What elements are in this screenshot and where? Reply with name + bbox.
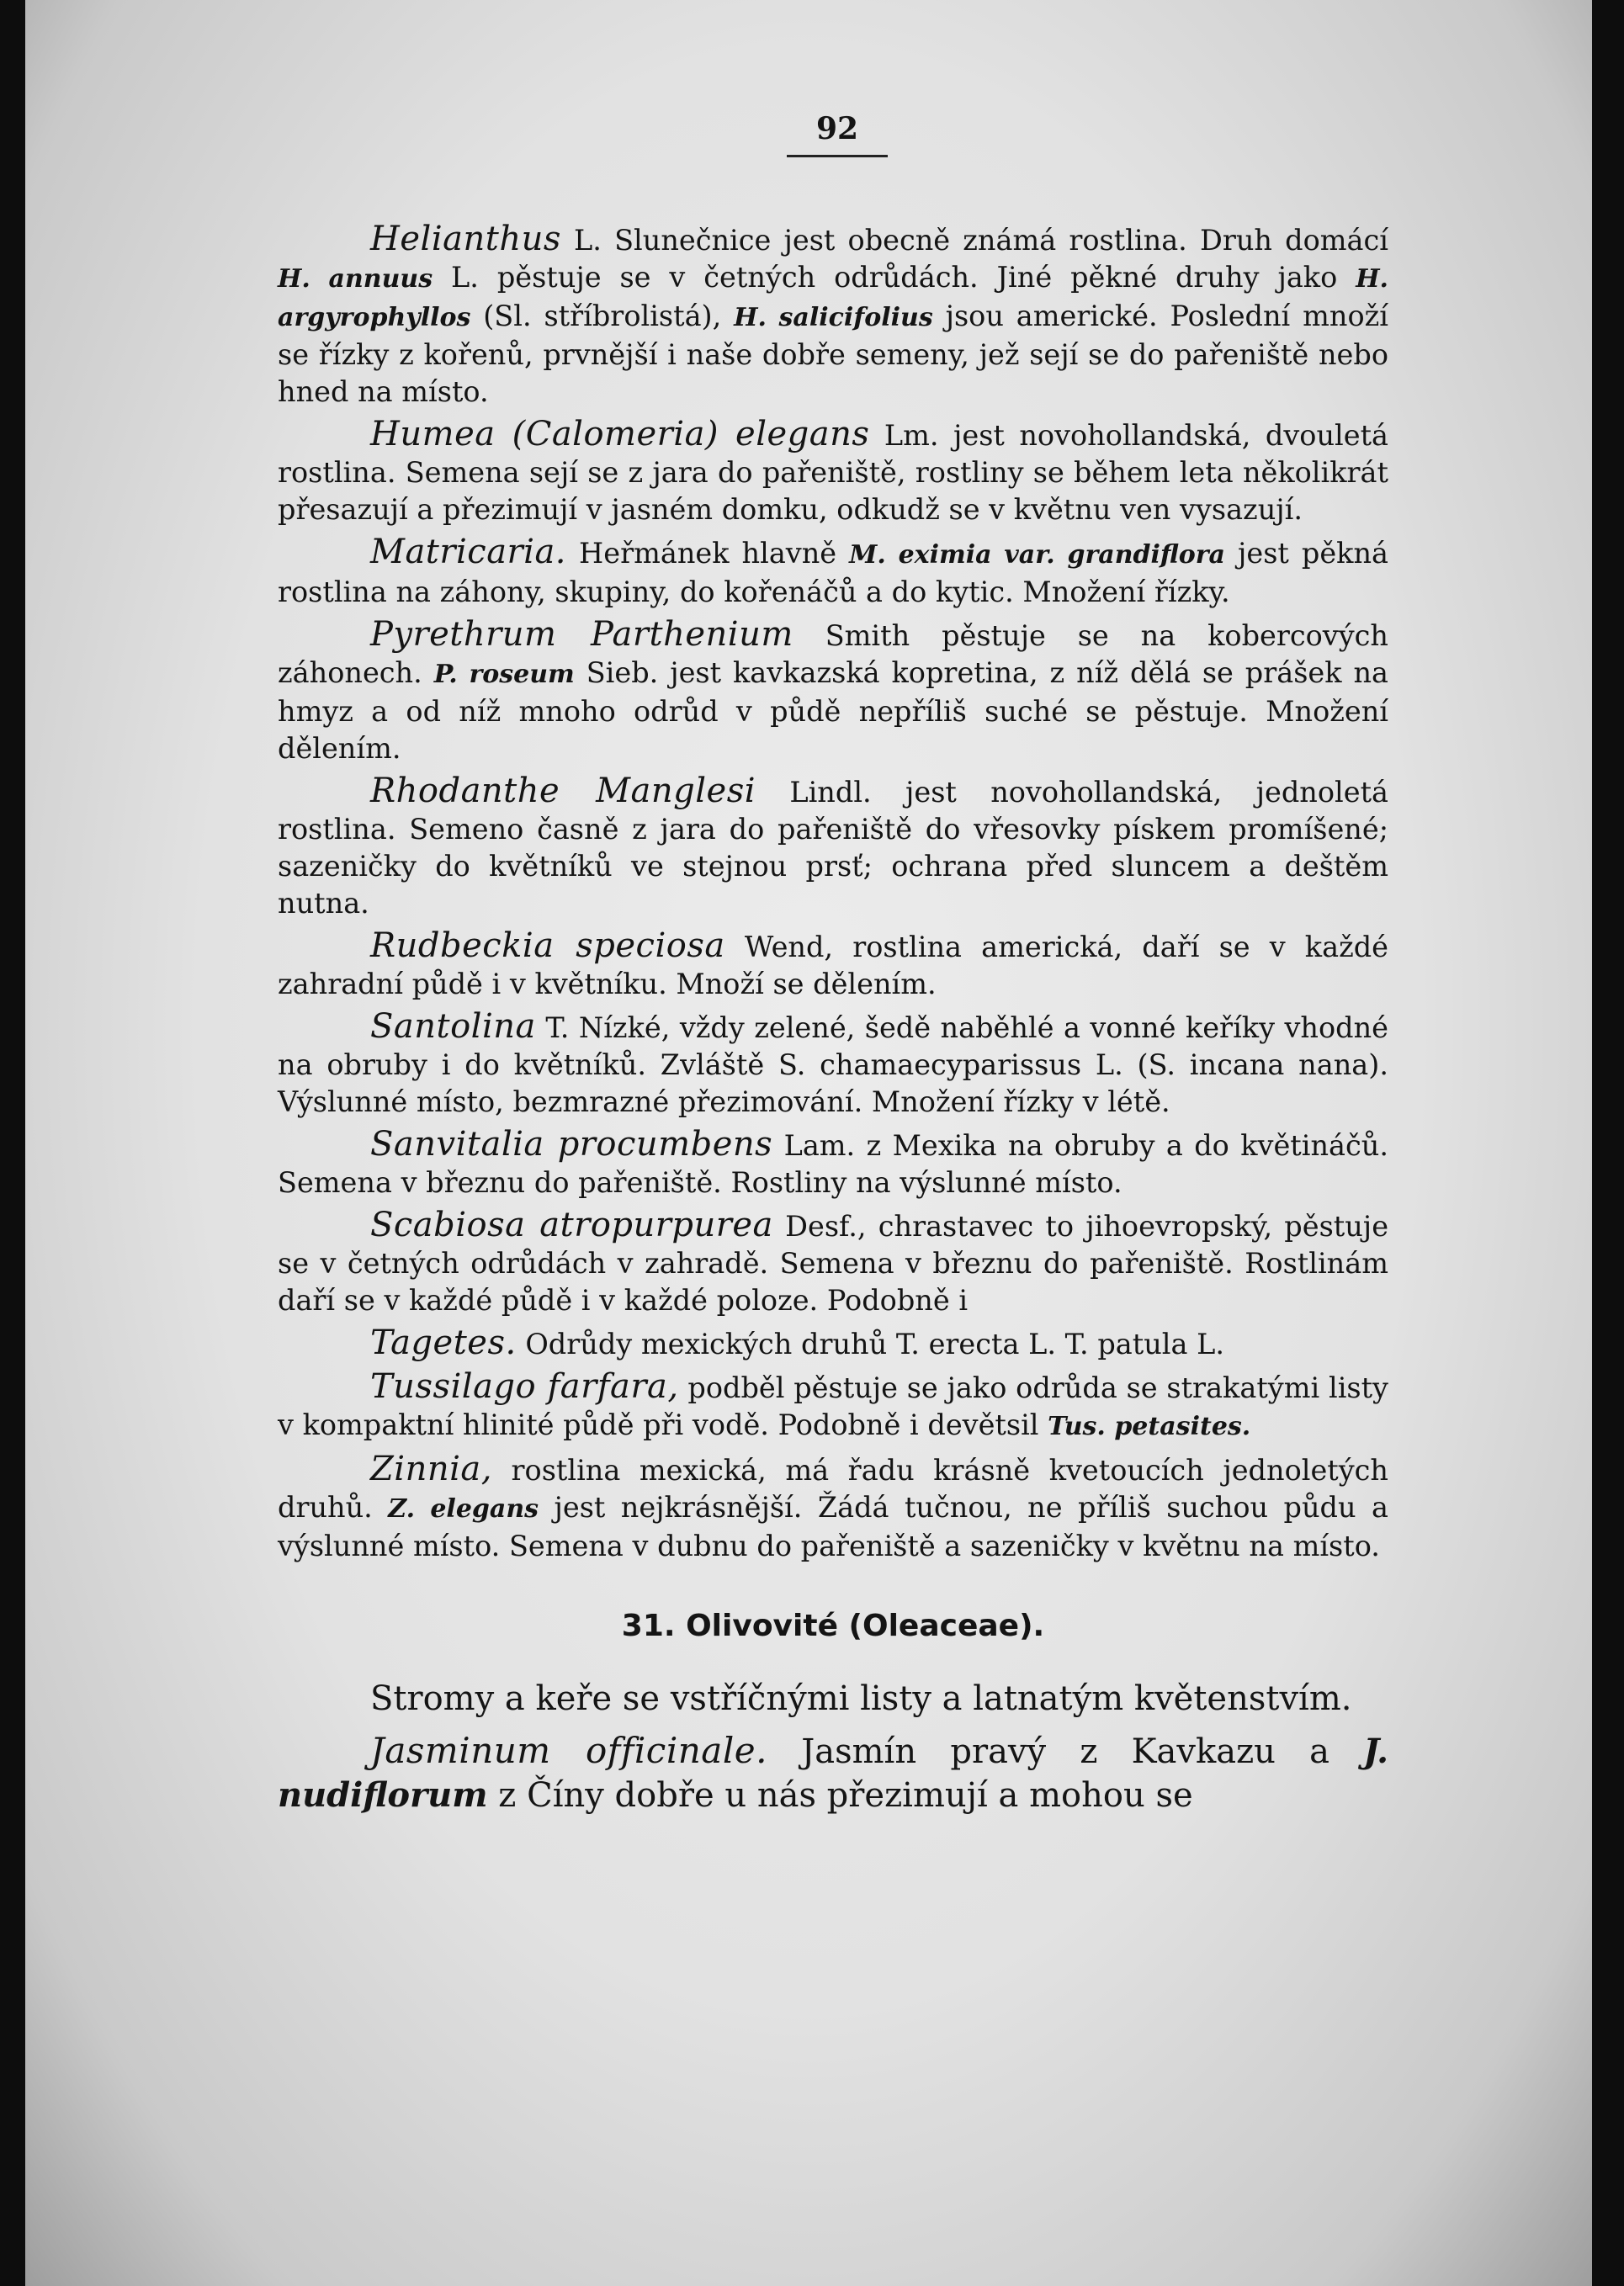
entry-term: Pyrethrum Parthenium — [370, 615, 793, 654]
entry-jasminum: Jasminum officinale. Jasmín pravý z Kavkazu a J. nudiflorum z Číny dobře u nás přezimují a mohou se — [278, 1730, 1388, 1815]
page-number-rule — [787, 155, 888, 157]
entry-term: Rhodanthe Manglesi — [370, 772, 756, 810]
section-heading: 31. Olivovité (Oleaceae). — [621, 1609, 1045, 1643]
entry-term: Tussilago farfara, — [370, 1367, 679, 1406]
entry-term: Zinnia, — [370, 1450, 492, 1488]
entry-santolina: Santolina T. Nízké, vždy zelené, šedě naběhlé a vonné keříky vhodné na obruby i do květníků. Zvláště S. chamaecyparissus L. (S. incana nana). Výslunné místo, bezmrazné přezimování. Množení řízky v létě. — [278, 1007, 1388, 1118]
entry-rudbeckia: Rudbeckia speciosa Wend, rostlina americká, daří se v každé zahradní půdě i v květníku. Množí se dělením. — [278, 926, 1388, 1000]
entry-pyrethrum: Pyrethrum Parthenium Smith pěstuje se na kobercových záhonech. P. roseum Sieb. jest kavkazská kopretina, z níž dělá se prášek na hmyz a od níž mnoho odrůd v půdě nepříliš suché se pěstuje. Množení dělením. — [278, 615, 1389, 765]
entry-rhodanthe: Rhodanthe Manglesi Lindl. jest novohollandská, jednoletá rostlina. Semeno časně z jara do pařeniště do vřesovky pískem promíšené; sazeničky do květníků ve stejnou prsť; ochrana před sluncem a deštěm nutna. — [278, 772, 1389, 920]
entry-term: Humea (Calomeria) elegans — [370, 415, 870, 453]
entry-tussilago: Tussilago farfara, podběl pěstuje se jako odrůda se strakatými listy v kompaktní hlinité půdě při vodě. Podobně i devětsil Tus. petasites. — [278, 1367, 1388, 1441]
entry-term: Jasminum officinale. — [370, 1730, 767, 1771]
entry-zinnia: Zinnia, rostlina mexická, má řadu krásně kvetoucích jednoletých druhů. Z. elegans jest nejkrásnější. Žádá tučnou, ne příliš suchou půdu a výslunné místo. Semena v dubnu do pařeniště a sazeničky v květnu na místo. — [278, 1450, 1388, 1562]
entry-term: Tagetes. — [370, 1323, 517, 1362]
entry-matricaria: Matricaria. Heřmánek hlavně M. eximia var. grandiflora jest pěkná rostlina na záhony, skupiny, do kořenáčů a do kytic. Množení řízky. — [278, 533, 1388, 608]
entry-helianthus: Helianthus L. Slunečnice jest obecně známá rostlina. Druh domácí H. annuus L. pěstuje se v četných odrůdách. Jiné pěkné druhy jako H. argyrophyllos (Sl. stříbrolistá), H. salicifolius jsou americké. Poslední množí se řízky z kořenů, prvnější i naše dobře semeny, jež sejí se do pařeniště nebo hned na místo. — [278, 220, 1388, 408]
entry-scabiosa: Scabiosa atropurpurea Desf., chrastavec to jihoevropský, pěstuje se v četných odrůdách v zahradě. Semena v březnu do pařeniště. Rostlinám daří se v každé půdě i v každé poloze. Podobně i — [278, 1206, 1389, 1317]
entry-term: Scabiosa atropurpurea — [370, 1206, 773, 1244]
entry-sanvitalia: Sanvitalia procumbens Lam. z Mexika na obruby a do květináčů. Semena v březnu do pařeniště. Rostliny na výslunné místo. — [278, 1125, 1388, 1199]
book-page — [25, 0, 1592, 2286]
entry-tagetes: Tagetes. Odrůdy mexických druhů T. erecta L. T. patula L. — [370, 1323, 1225, 1362]
entry-humea: Humea (Calomeria) elegans Lm. jest novohollandská, dvouletá rostlina. Semena sejí se z jara do pařeniště, rostliny se během leta několikrát přesazují a přezimují v jasném domku, odkudž se v květnu ven vysazují. — [278, 415, 1389, 526]
entry-term: Helianthus — [370, 220, 561, 258]
entry-term: Rudbeckia speciosa — [370, 926, 725, 965]
page-body — [278, 220, 1388, 1826]
entry-term: Santolina — [370, 1007, 536, 1046]
page-number: 92 — [816, 111, 859, 146]
entry-term: Sanvitalia procumbens — [370, 1125, 773, 1164]
section-intro: Stromy a keře se vstříčnými listy a latnatým květenstvím. — [370, 1679, 1352, 1718]
entry-term: Matricaria. — [370, 533, 567, 571]
